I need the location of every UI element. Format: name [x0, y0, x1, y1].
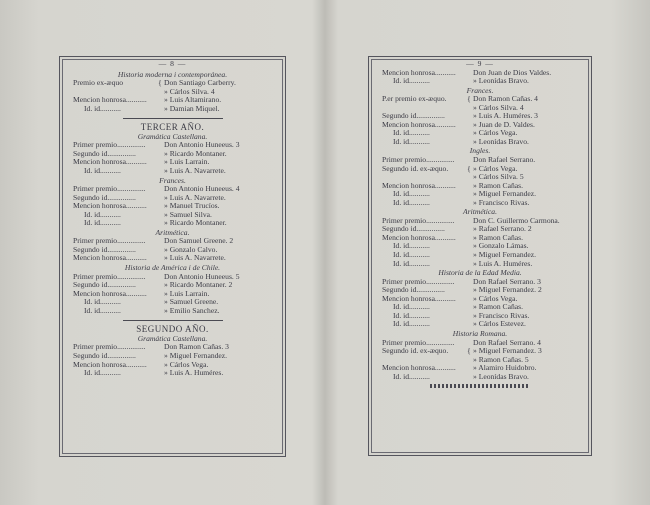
award-row — [66, 167, 279, 176]
award-label: Id. id........... — [393, 259, 430, 268]
brace-mark — [156, 281, 164, 290]
awardee-name: » Alamiro Huidobro. — [473, 363, 537, 373]
award-label: Id. id........... — [84, 306, 121, 315]
brace-mark — [465, 286, 473, 295]
brace-mark — [465, 251, 473, 260]
award-label: Id. id........... — [393, 303, 430, 312]
page-number: — 9 — — [466, 59, 494, 68]
page-number: — 8 — — [158, 59, 187, 68]
subject-heading: Historia de la Edad Media. — [438, 268, 522, 278]
award-label: Id. id........... — [393, 137, 430, 146]
award-label: P.er premio ex-æquo. — [382, 95, 447, 104]
brace-mark: { — [467, 94, 471, 104]
brace-mark — [156, 202, 164, 211]
award-label: Id. id........... — [393, 190, 430, 199]
awardee-name: » Luis A. Huméres. — [473, 258, 533, 268]
brace-mark — [156, 167, 164, 176]
award-row — [66, 219, 279, 228]
award-label: Segundo id............... — [73, 351, 136, 360]
award-label: Id. id........... — [84, 298, 121, 307]
award-label: Mencion honrosa........... — [382, 233, 456, 242]
brace-mark — [156, 352, 164, 361]
awardee-name: » Damian Miquel. — [164, 103, 220, 113]
awardee-name: Don Rafael Serrano. 3 — [473, 276, 541, 286]
subject-heading: Gramática Castellana. — [137, 131, 208, 141]
award-label: Id. id........... — [393, 198, 430, 207]
brace-mark — [156, 290, 164, 299]
brace-mark — [465, 217, 473, 226]
brace-mark: { — [467, 346, 471, 356]
award-label: Segundo id............... — [73, 149, 136, 158]
brace-mark: { — [467, 163, 471, 173]
awardee-name: » Cárlos Vega. — [164, 359, 209, 369]
awardee-name: Don Rafael Serrano. 4 — [473, 337, 541, 347]
brace-mark — [156, 150, 164, 159]
brace-mark — [465, 242, 473, 251]
award-label: Primer premio............... — [73, 272, 146, 281]
award-label: Id. id........... — [84, 369, 121, 378]
brace-mark — [156, 141, 164, 150]
subject-heading: Frances. — [466, 85, 494, 95]
award-label: Mencion honrosa........... — [73, 158, 147, 167]
awardee-name: » Miguel Fernandez. — [473, 250, 537, 260]
section-divider — [123, 118, 223, 119]
awardee-name: » Cárlos Estevez. — [473, 319, 526, 329]
award-label: Primer premio............... — [73, 343, 146, 352]
awardee-name: » Cárlos Vega. — [473, 128, 518, 138]
award-label: Id. id........... — [84, 104, 121, 113]
award-row — [375, 320, 585, 329]
awardee-name: » Ramon Cañas. — [473, 302, 523, 312]
award-label: Id. id........... — [393, 242, 430, 251]
subject-heading: Gramática Castellana. — [137, 333, 208, 343]
brace-mark — [156, 185, 164, 194]
award-row — [375, 373, 585, 382]
awardee-name: » Ricardo Montaner. — [164, 218, 227, 228]
brace-mark — [465, 138, 473, 147]
award-label: Mencion honrosa........... — [73, 289, 147, 298]
awardee-name: » Samuel Silva. — [164, 209, 212, 219]
award-label: Id. id........... — [84, 219, 121, 228]
awardee-name: » Emilio Sanchez. — [164, 305, 220, 315]
brace-mark — [465, 182, 473, 191]
award-label: Id. id........... — [393, 251, 430, 260]
year-heading: SEGUNDO AÑO. — [136, 324, 209, 335]
brace-mark — [465, 77, 473, 86]
brace-mark — [465, 234, 473, 243]
subject-heading: Aritmética. — [463, 207, 497, 217]
award-label: Primer premio............... — [382, 156, 455, 165]
awardee-name: » Francisco Rivas. — [473, 310, 530, 320]
brace-mark — [465, 295, 473, 304]
award-label: Segundo id............... — [73, 193, 136, 202]
award-row — [66, 105, 279, 114]
awardee-name: » Luis A. Navarrete. — [164, 253, 226, 263]
subject-heading: Ingles. — [469, 146, 491, 156]
award-row — [375, 260, 585, 269]
awardee-name: » Rafael Serrano. 2 — [473, 224, 532, 234]
awardee-name: » Cárlos Silva. 4 — [164, 86, 215, 96]
award-label: Segundo id............... — [73, 245, 136, 254]
award-label: Mencion honrosa........... — [73, 360, 147, 369]
brace-mark — [465, 364, 473, 373]
awardee-name: Don C. Guillermo Carmona. — [473, 215, 560, 225]
subject-heading: Historia moderna i contemporánea. — [117, 69, 228, 79]
brace-mark — [156, 88, 164, 97]
awardee-name: » Juan de D. Valdes. — [473, 119, 535, 129]
awardee-name: » Ramon Cañas. — [473, 232, 523, 242]
award-row — [66, 369, 279, 378]
award-label — [375, 173, 465, 182]
awardee-name: Don Juan de Dios Valdes. — [473, 67, 552, 77]
awardee-name: » Ricardo Montaner. 2 — [164, 280, 233, 290]
award-label: Segundo id............... — [382, 286, 445, 295]
brace-mark — [465, 356, 473, 365]
awardee-name: » Luis A. Huméres. 3 — [473, 111, 538, 121]
brace-mark — [156, 369, 164, 378]
award-label: Id. id........... — [393, 372, 430, 381]
subject-heading: Aritmética. — [155, 227, 190, 237]
awardee-name: » Luis A. Huméres. — [164, 368, 224, 378]
awardee-name: » Ramon Cañas. — [473, 180, 523, 190]
brace-mark — [156, 158, 164, 167]
awardee-name: » Luis Larrain. — [164, 157, 210, 167]
awardee-name: » Luis Altamirano. — [164, 95, 222, 105]
left-page-content — [66, 60, 279, 378]
award-label: Primer premio............... — [73, 141, 146, 150]
awardee-name: » Miguel Fernandez. 2 — [473, 285, 542, 295]
brace-mark — [156, 307, 164, 316]
award-label: Segundo id............... — [382, 112, 445, 121]
awardee-name: Don Antonio Huneeus. 5 — [164, 271, 240, 281]
brace-mark — [465, 112, 473, 121]
award-row — [375, 199, 585, 208]
award-label — [375, 356, 465, 365]
brace-mark — [156, 237, 164, 246]
award-label: Primer premio............... — [382, 338, 455, 347]
award-label: Mencion honrosa........... — [73, 202, 147, 211]
brace-mark — [465, 69, 473, 78]
award-label: Id. id........... — [393, 129, 430, 138]
award-label: Premio ex-æquo — [73, 79, 123, 88]
brace-mark — [465, 278, 473, 287]
awardee-name: » Ramon Cañas. 5 — [473, 354, 529, 364]
awardee-name: » Leonídas Bravo. — [473, 136, 529, 146]
awardee-name: » Miguel Fernandez. — [473, 189, 537, 199]
awardee-name: » Miguel Fernandez. — [164, 350, 228, 360]
award-label: Mencion honrosa........... — [382, 120, 456, 129]
awardee-name: » Luis A. Navarrete. — [164, 166, 226, 176]
award-label: Primer premio............... — [382, 277, 455, 286]
brace-mark — [465, 121, 473, 130]
year-heading: TERCER AÑO. — [140, 122, 205, 133]
awardee-name: Don Ramon Cañas. 4 — [473, 94, 538, 104]
brace-mark — [465, 373, 473, 382]
brace-mark — [156, 211, 164, 220]
brace-mark — [156, 343, 164, 352]
brace-mark — [156, 194, 164, 203]
subject-heading: Historia Romana. — [452, 328, 508, 338]
award-row — [375, 77, 585, 86]
brace-mark — [156, 298, 164, 307]
awardee-name: » Cárlos Vega. — [473, 163, 518, 173]
brace-mark — [465, 312, 473, 321]
awardee-name: » Leonídas Bravo. — [473, 76, 529, 86]
awardee-name: » Samuel Greene. — [164, 297, 219, 307]
awardee-name: Don Ramon Cañas. 3 — [164, 342, 229, 352]
awardee-name: » Luis A. Navarrete. — [164, 192, 226, 202]
right-page-content — [375, 60, 585, 390]
brace-mark — [156, 96, 164, 105]
subject-heading: Frances. — [159, 175, 186, 185]
award-row — [375, 138, 585, 147]
brace-mark — [465, 260, 473, 269]
brace-mark — [465, 173, 473, 182]
brace-mark — [465, 199, 473, 208]
awardee-name: » Gonzalo Calvo. — [164, 244, 218, 254]
award-label: Id. id........... — [393, 311, 430, 320]
award-label: Segundo id............... — [73, 281, 136, 290]
awardee-name: » Cárlos Silva. 4 — [473, 102, 524, 112]
awardee-name: » Leonídas Bravo. — [473, 371, 529, 381]
award-label — [375, 104, 465, 113]
award-label: Id. id........... — [84, 167, 121, 176]
awardee-name: » Manuel Trucíos. — [164, 201, 220, 211]
award-label: Primer premio............... — [73, 237, 146, 246]
end-ornament — [430, 384, 530, 388]
award-row — [66, 307, 279, 316]
brace-mark — [156, 219, 164, 228]
award-label: Mencion honrosa........... — [73, 254, 147, 263]
award-label: Mencion honrosa........... — [382, 181, 456, 190]
award-label: Segundo id............... — [382, 225, 445, 234]
awardee-name: Don Samuel Greene. 2 — [164, 236, 234, 246]
awardee-name: » Cárlos Silva. 5 — [473, 172, 524, 182]
award-label: Segundo id. ex-æquo. — [382, 164, 449, 173]
awardee-name: Don Rafael Serrano. — [473, 155, 536, 165]
award-label: Mencion honrosa........... — [382, 68, 456, 77]
award-label: Id. id........... — [84, 210, 121, 219]
brace-mark — [465, 303, 473, 312]
award-label: Primer premio............... — [382, 216, 455, 225]
award-label: Mencion honrosa........... — [382, 364, 456, 373]
brace-mark — [156, 246, 164, 255]
awardee-name: Don Antonio Huneeus. 3 — [164, 140, 240, 150]
award-label: Id. id........... — [393, 320, 430, 329]
award-label: Id. id........... — [393, 77, 430, 86]
section-divider — [123, 320, 223, 321]
awardee-name: » Francisco Rivas. — [473, 197, 530, 207]
award-row — [66, 254, 279, 263]
awardee-name: Don Antonio Huneeus. 4 — [164, 184, 240, 194]
brace-mark — [156, 254, 164, 263]
brace-mark — [465, 225, 473, 234]
award-label: Primer premio............... — [73, 185, 146, 194]
brace-mark — [156, 105, 164, 114]
awardee-name: » Luis Larrain. — [164, 288, 210, 298]
brace-mark — [465, 320, 473, 329]
brace-mark — [465, 129, 473, 138]
award-label: Mencion honrosa........... — [382, 294, 456, 303]
brace-mark: { — [158, 78, 162, 88]
right-page-frame — [368, 56, 592, 456]
brace-mark — [465, 104, 473, 113]
brace-mark — [156, 361, 164, 370]
awardee-name: » Miguel Fernandez. 3 — [473, 346, 542, 356]
award-label: Mencion honrosa........... — [73, 96, 147, 105]
subject-heading: Historia de América i de Chile. — [124, 263, 221, 273]
awardee-name: » Gonzalo Lámas. — [473, 241, 529, 251]
awardee-name: » Ricardo Montaner. — [164, 148, 227, 158]
brace-mark — [465, 190, 473, 199]
awardee-name: » Cárlos Vega. — [473, 293, 518, 303]
award-label — [66, 88, 156, 97]
left-page-frame — [59, 56, 286, 457]
awardee-name: Don Santiago Carberry. — [164, 78, 236, 88]
brace-mark — [156, 273, 164, 282]
award-label: Segundo id. ex-æquo. — [382, 347, 449, 356]
